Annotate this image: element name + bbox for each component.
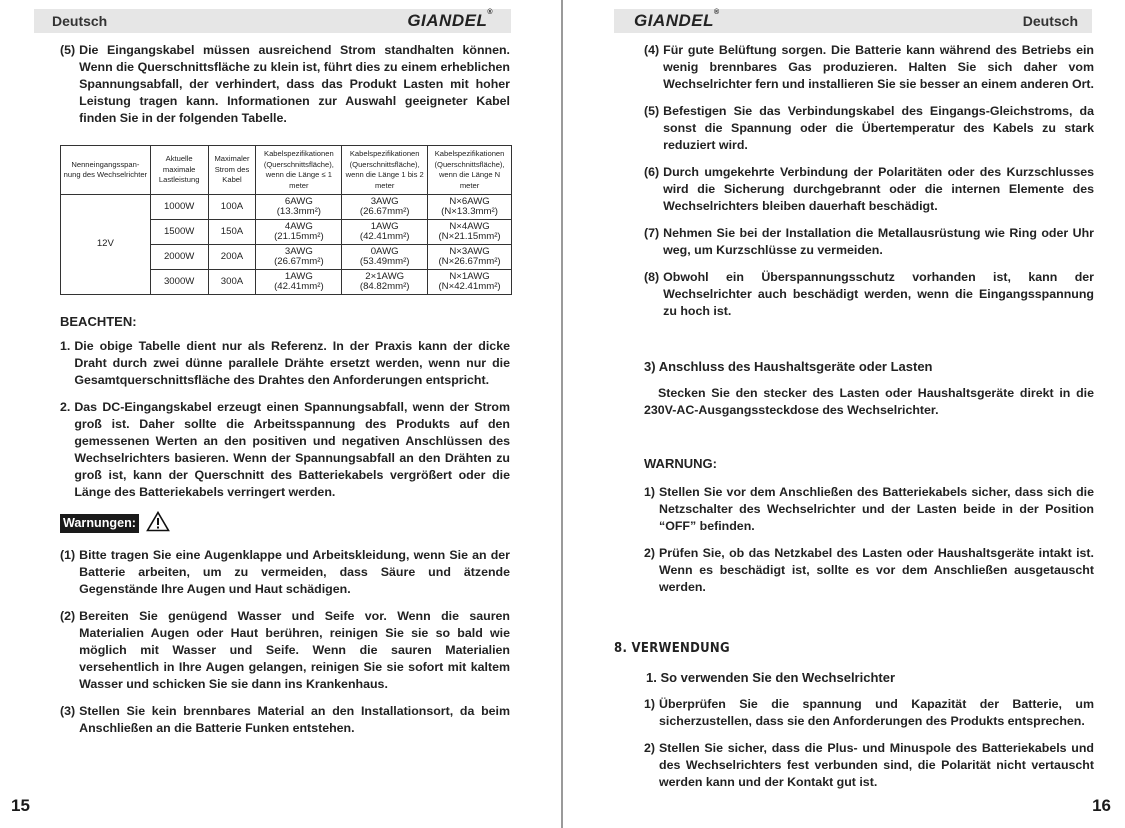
table-header-cell: Kabelspezifikationen (Querschnittsfläche), wenn die Länge N meter: [428, 146, 512, 195]
table-row: [61, 195, 512, 220]
subsection-title: 1. So verwenden Sie den Wechselrichter: [646, 670, 896, 685]
table-cell: 1AWG (42.41mm²): [342, 220, 428, 245]
table-header-row: [61, 146, 512, 195]
table-cell: 300A: [208, 270, 256, 295]
table-header-cell: Nenneingangsspan- nung des Wechselrichter: [61, 146, 151, 195]
load-section-title: 3) Anschluss des Haushaltsgeräte oder Lasten: [644, 359, 933, 374]
page-header: [614, 9, 1092, 33]
note-title: BEACHTEN:: [60, 314, 137, 329]
table-header-cell: Kabelspezifikationen (Querschnittsfläche), wenn die Länge 1 bis 2 meter: [342, 146, 428, 195]
table-cell: 1000W: [150, 195, 208, 220]
table-header-cell: Kabelspezifikationen (Querschnittsfläche), wenn die Länge ≤ 1 meter: [256, 146, 342, 195]
list-item: (8) Obwohl ein Überspannungsschutz vorhanden ist, kann der Wechselrichter auch beschädigt werden, wenn die Eingangsspannung zu hoch ist.: [644, 270, 1094, 318]
list-item: 2) Prüfen Sie, ob das Netzkabel des Lasten oder Haushaltsgeräte intakt ist. Wenn es beschädigt ist, sollte es vor dem Anschließen ausgetauscht werden.: [644, 546, 1094, 594]
language-label: Deutsch: [52, 13, 108, 29]
table-cell: 150A: [208, 220, 256, 245]
voltage-cell: 12V: [61, 195, 151, 295]
page-right: [563, 0, 1125, 828]
load-section-text: Stecken Sie den stecker des Lasten oder Haushaltsgeräte direkt in die 230V-AC-Ausgangssteckdose des Wechselrichter.: [644, 386, 1094, 417]
brand-logo: GIANDEL®: [407, 9, 493, 30]
cable-spec-table: [60, 145, 512, 295]
page-header: [34, 9, 511, 33]
warning-triangle-icon: [146, 511, 170, 537]
page-number: 15: [11, 796, 30, 815]
table-cell: 4AWG (21.15mm²): [256, 220, 342, 245]
list-item: 1. Die obige Tabelle dient nur als Referenz. In der Praxis kann der dicke Draht durch zwei dünne parallele Drähte ersetzt werden, wenn nur die Gesamtquerschnittsfläche des Drahtes den Anforderungen entspricht.: [60, 339, 510, 387]
list-item: 1) Überprüfen Sie die spannung und Kapazität der Batterie, um sicherzustellen, dass sie den Anforderungen des Produkts entsprechen.: [644, 697, 1094, 728]
warning-heading: [60, 511, 510, 537]
table-cell: 100A: [208, 195, 256, 220]
table-cell: 2000W: [150, 245, 208, 270]
page-content: [60, 42, 510, 747]
list-item: (4) Für gute Belüftung sorgen. Die Batterie kann während des Betriebs ein wenig brennbares Gas produzieren. Halten Sie sich daher vom Wechselrichter fern und installieren Sie sie besser an einem anderen Ort.: [644, 43, 1095, 91]
table-cell: 1500W: [150, 220, 208, 245]
list-item: 2) Stellen Sie sicher, dass die Plus- und Minuspole des Batteriekabels und des Wechselrichters fest verbunden sind, die Polarität nicht vertauscht werden kann und der Kontakt gut ist.: [644, 741, 1094, 789]
list-item: (2) Bereiten Sie genügend Wasser und Seife vor. Wenn die sauren Materialien Augen oder Haut berühren, reinigen Sie sie so bald wie möglich mit Wasser und Seife. Wenn die sauren Materialien versehentlich in Ihre Augen gelangen, reinigen Sie sie sofort mit kaltem Wasser und schicken Sie sie dann ins Krankenhaus.: [60, 609, 510, 691]
table-cell: N×6AWG (N×13.3mm²): [428, 195, 512, 220]
table-cell: 1AWG (42.41mm²): [256, 270, 342, 295]
table-header-cell: Aktuelle maximale Lastleistung: [150, 146, 208, 195]
list-item: (5) Befestigen Sie das Verbindungskabel des Eingangs-Gleichstroms, da sonst die Spannung oder die Übertemperatur des Kabels zu stark reduziert wird.: [644, 104, 1094, 152]
list-item: (1) Bitte tragen Sie eine Augenklappe und Arbeitskleidung, wenn Sie an der Batterie arbeiten, um zu vermeiden, dass Säure und ätzende Gegenstände Ihre Augen und Haut schädigen.: [60, 548, 510, 596]
list-item: (3) Stellen Sie kein brennbares Material an den Installationsort, da beim Anschließen an die Batterie Funken entstehen.: [60, 704, 510, 735]
table-cell: 200A: [208, 245, 256, 270]
page-number: 16: [1092, 796, 1111, 815]
language-label: Deutsch: [1022, 13, 1078, 29]
table-cell: 0AWG (53.49mm²): [342, 245, 428, 270]
table-cell: N×1AWG (N×42.41mm²): [428, 270, 512, 295]
list-item: (5) Die Eingangskabel müssen ausreichend Strom standhalten können. Wenn die Querschnittsfläche zu klein ist, führt dies zu einem erheblichen Spannungsabfall, der verhindert, dass das Produkt Lasten mit hoher Leistung tragen kann. Informationen zur Auswahl geeigneter Kabel finden Sie in der folgenden Tabelle.: [60, 43, 510, 125]
table-cell: 3000W: [150, 270, 208, 295]
page-content: [614, 42, 1095, 801]
table-header-cell: Maximaler Strom des Kabel: [208, 146, 256, 195]
table-cell: 3AWG (26.67mm²): [256, 245, 342, 270]
list-item: 1) Stellen Sie vor dem Anschließen des Batteriekabels sicher, dass sich die Netzschalter des Wechselrichter und der Lasten beide in der Position “OFF” befinden.: [644, 485, 1094, 533]
brand-logo: GIANDEL®: [634, 9, 720, 30]
page-left: [0, 0, 562, 828]
warning-label: Warnungen:: [60, 514, 139, 533]
table-cell: 3AWG (26.67mm²): [342, 195, 428, 220]
list-item: (7) Nehmen Sie bei der Installation die Metallausrüstung wie Ring oder Uhr weg, um Kurzschlüsse zu vermeiden.: [644, 226, 1094, 257]
table-cell: 6AWG (13.3mm²): [256, 195, 342, 220]
warning-title: WARNUNG:: [644, 456, 717, 471]
list-item: 2. Das DC-Eingangskabel erzeugt einen Spannungsabfall, wenn der Strom groß ist. Daher sollte die Arbeitsspannung des Produkts auf den gemessenen Werten an den positiven und negativen Anschlüssen des Wechselrichters basieren. Wenn der Spannungsabfall an den Drähten zu groß ist, kann der Querschnitt des Batteriekabels vergrößert oder die Länge des Batteriekabels verringert werden.: [60, 400, 510, 499]
table-cell: N×4AWG (N×21.15mm²): [428, 220, 512, 245]
table-cell: 2×1AWG (84.82mm²): [342, 270, 428, 295]
list-item: (6) Durch umgekehrte Verbindung der Polaritäten oder des Kurzschlusses wird die Sicherung durchgebrannt oder die internen Elemente des Wechselrichters bleiben dauerhaft beschädigt.: [644, 165, 1094, 213]
section-title: 8. VERWENDUNG: [614, 641, 730, 656]
table-cell: N×3AWG (N×26.67mm²): [428, 245, 512, 270]
